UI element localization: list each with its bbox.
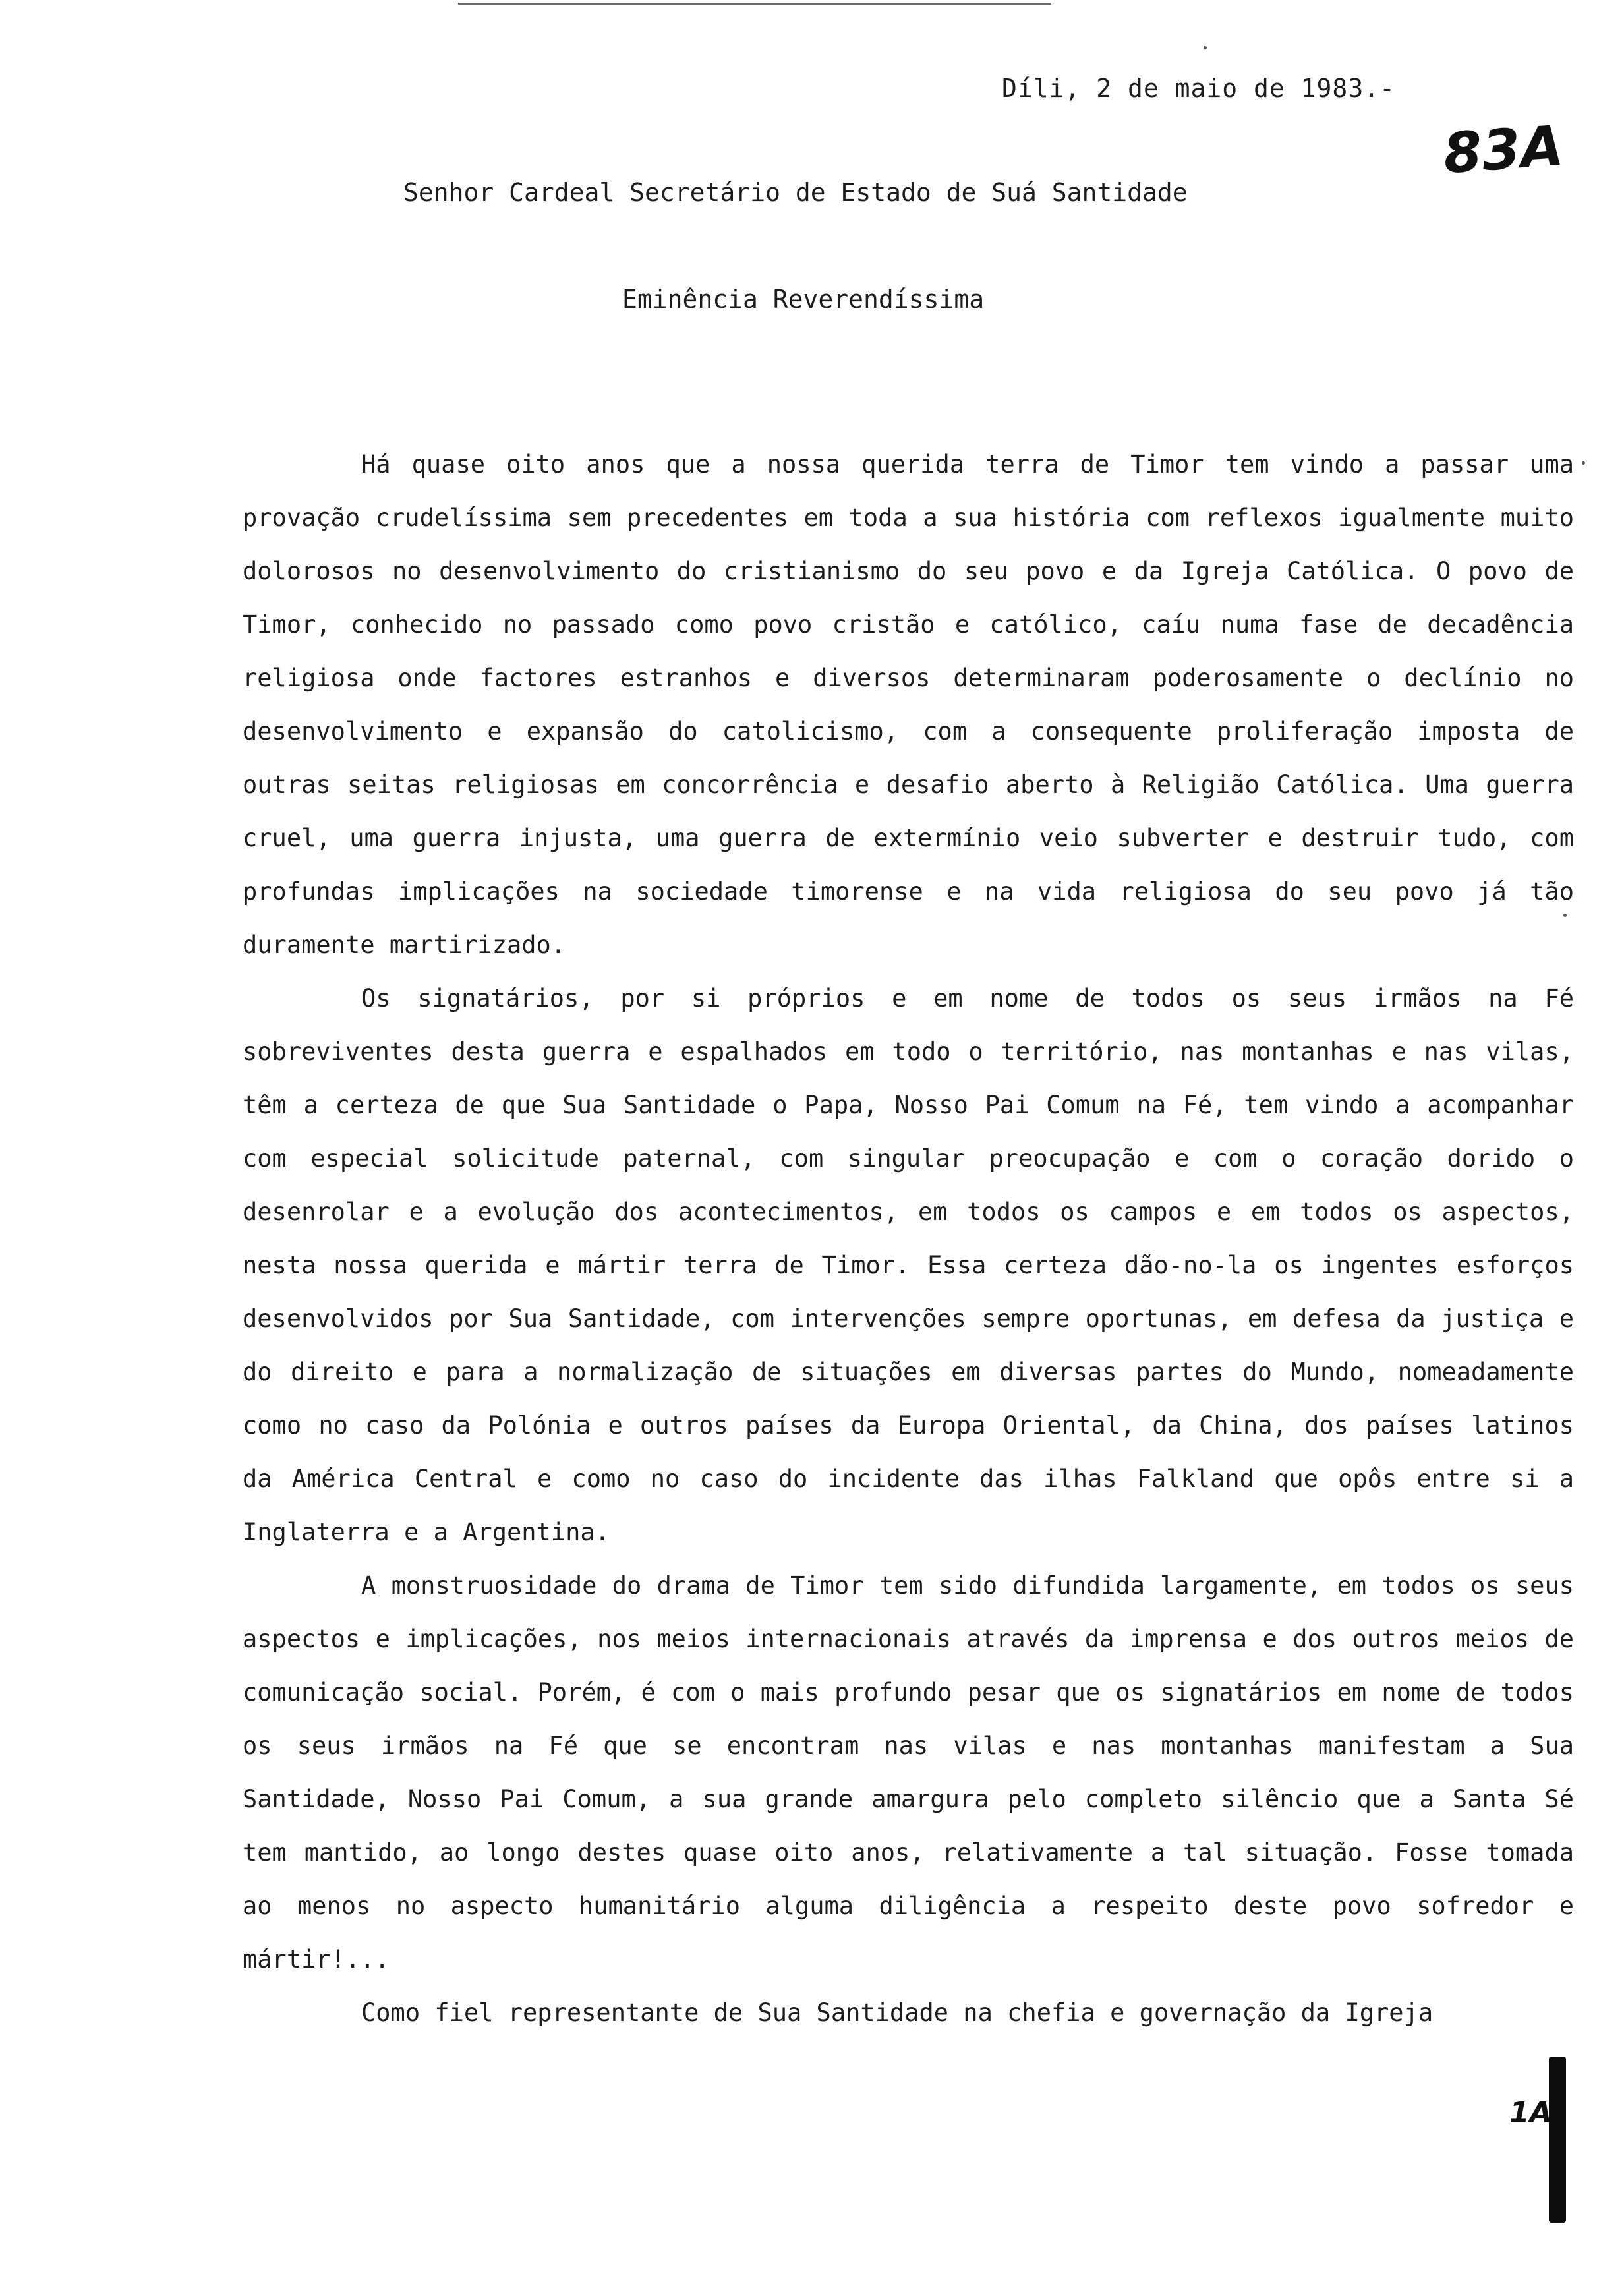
archive-mark-handwritten: 83A — [1441, 113, 1566, 187]
margin-bar-mark — [1549, 2057, 1566, 2223]
dateline: Díli, 2 de maio de 1983.- — [1002, 74, 1395, 103]
scan-speck — [1563, 914, 1567, 917]
letter-body — [243, 438, 1574, 2039]
paragraph-4: Como fiel representante de Sua Santidade na chefia e governação da Igreja — [361, 1999, 1434, 2027]
paragraph-2: Os signatários, por si próprios e em nome de todos os seus irmãos na Fé sobreviventes desta guerra e espalhados em todo o território, nas montanhas e nas vilas, têm a certeza de que Sua Santidade o Papa, Nosso Pai Comum na Fé, tem vindo a acompanhar com especial solicitude paternal, com singular preocupação e com o coração dorido o desenrolar e a evolução dos acontecimentos, em todos os campos e em todos os aspectos, nesta nossa querida e mártir terra de Timor. Essa certeza dão-no-la os ingentes esforços desenvolvidos por Sua Santidade, com intervenções sempre oportunas, em defesa da justiça e do direito e para a normalização de situações em diversas partes do Mundo, nomeadamente como no caso da Polónia e outros países da Europa Oriental, da China, dos países latinos da América Central e como no caso do incidente das ilhas Falkland que opôs entre si a Inglaterra e a Argentina. — [243, 984, 1574, 1546]
paragraph-1: Há quase oito anos que a nossa querida terra de Timor tem vindo a passar uma provação crudelíssima sem precedentes em toda a sua história com reflexos igualmente muito dolorosos no desenvolvimento do cristianismo do seu povo e da Igreja Católica. O povo de Timor, conhecido no passado como povo cristão e católico, caíu numa fase de decadência religiosa onde factores estranhos e diversos determinaram poderosamente o declínio no desenvolvimento e expansão do catolicismo, com a consequente proliferação imposta de outras seitas religiosas em concorrência e desafio aberto à Religião Católica. Uma guerra cruel, uma guerra injusta, uma guerra de extermínio veio subverter e destruir tudo, com profundas implicações na sociedade timorense e na vida religiosa do seu povo já tão duramente martirizado. — [243, 450, 1574, 959]
addressee-line: Senhor Cardeal Secretário de Estado de Suá Santidade — [403, 178, 1188, 207]
top-rule — [458, 3, 1051, 5]
salutation: Eminência Reverendíssima — [622, 285, 985, 314]
scan-speck — [1204, 46, 1207, 49]
paragraph-3: A monstruosidade do drama de Timor tem sido difundida largamente, em todos os seus aspectos e implicações, nos meios internacionais através da imprensa e dos outros meios de comunicação social. Porém, é com o mais profundo pesar que os signatários em nome de todos os seus irmãos na Fé que se encontram nas vilas e nas montanhas manifestam a Sua Santidade, Nosso Pai Comum, a sua grande amargura pelo completo silêncio que a Santa Sé tem mantido, ao longo destes quase oito anos, relativamente a tal situação. Fosse tomada ao menos no aspecto humanitário alguma diligência a respeito deste povo sofredor e mártir!... — [243, 1571, 1574, 1973]
scan-speck — [1582, 461, 1585, 465]
page-mark-handwritten: 1A — [1509, 2096, 1552, 2130]
